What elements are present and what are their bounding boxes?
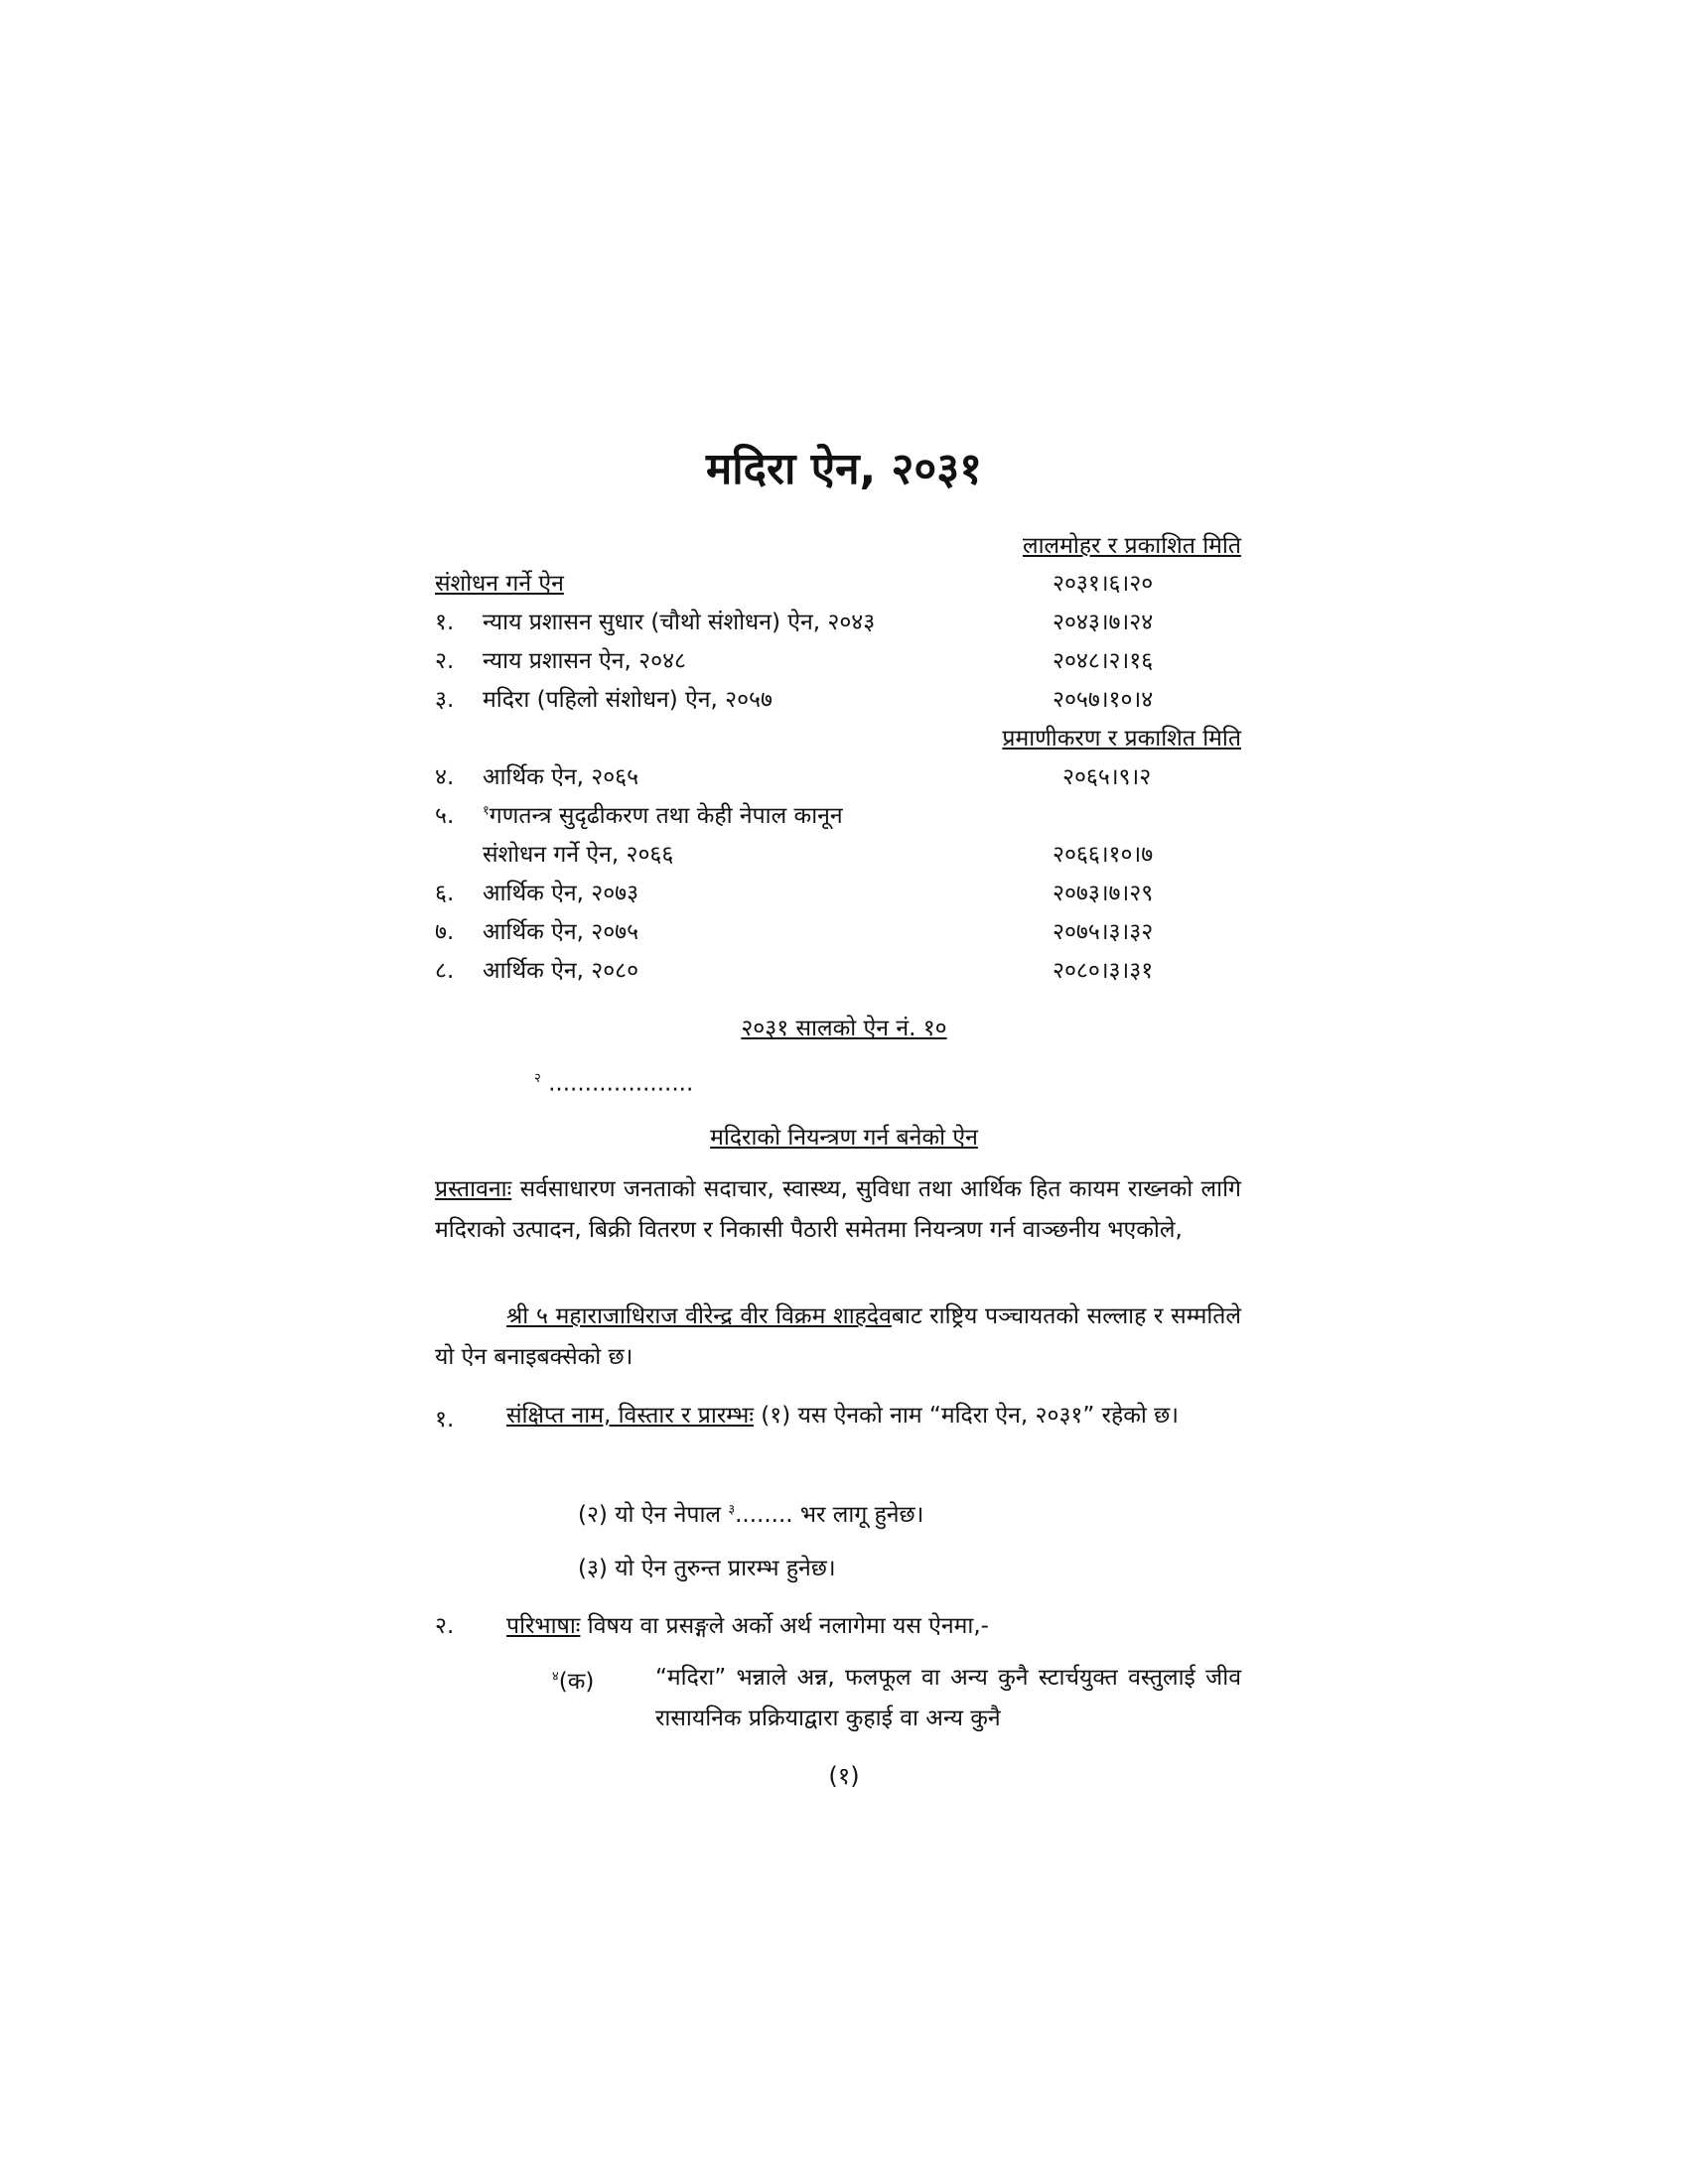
page-number: (१) — [828, 1762, 860, 1790]
section-heading: परिभाषाः — [506, 1613, 581, 1639]
amendment-name: मदिरा (पहिलो संशोधन) ऐन, २०५७ — [483, 687, 773, 713]
amendment-date: २०४३।७।२४ — [1053, 610, 1154, 635]
amendment-date: २०७३।७।२९ — [1053, 881, 1154, 906]
amendment-name: आर्थिक ऐन, २०६५ — [483, 764, 639, 790]
page-title: मदिरा ऐन, २०३१ — [705, 444, 983, 494]
omitted-text-marker — [534, 1068, 693, 1097]
amendment-name-line2: संशोधन गर्ने ऐन, २०६६ — [483, 842, 674, 868]
clause-letter: (क) — [558, 1669, 595, 1695]
enactment-text: बाट राष्ट्रिय पञ्चायतको सल्लाह र सम्मतिले यो ऐन बनाइबक्सेको छ। — [435, 1303, 1241, 1370]
enactment-clause — [435, 1297, 1241, 1378]
footnote-ref: ३ — [728, 1502, 736, 1518]
amendment-date: २०५७।१०।४ — [1053, 687, 1154, 713]
amendment-num: ७. — [435, 919, 455, 945]
amendment-name: आर्थिक ऐन, २०८० — [483, 958, 639, 984]
subsection-text: (२) यो ऐन नेपाल — [578, 1502, 729, 1528]
footnote-ref: १ — [483, 803, 490, 819]
publication-date-header: लालमोहर र प्रकाशित मिति — [1022, 533, 1241, 559]
subsection-text-cont: ........ भर लागू हुनेछ। — [735, 1502, 924, 1528]
amendment-num: ८. — [435, 958, 455, 984]
amendment-name: आर्थिक ऐन, २०७३ — [483, 881, 639, 906]
amendment-num: ६. — [435, 881, 455, 906]
authentication-date-header: प्रमाणीकरण र प्रकाशित मिति — [1002, 726, 1241, 751]
omitted-dots: .................... — [548, 1070, 694, 1097]
amendment-name-line1: गणतन्त्र सुदृढीकरण तथा केही नेपाल कानून — [489, 803, 843, 829]
original-date: २०३१।६।२० — [1053, 571, 1154, 597]
amendment-name: आर्थिक ऐन, २०७५ — [483, 919, 639, 945]
amendment-date: २०६५।९।२ — [1062, 764, 1152, 790]
preamble-text: सर्वसाधारण जनताको सदाचार, स्वास्थ्य, सुविधा तथा आर्थिक हित कायम राख्नको लागि मदिराको उत्पादन, बिक्री वितरण र निकासी पैठारी समेतमा नियन्त्रण गर्न वाञ्छनीय भएकोले, — [435, 1176, 1241, 1243]
preamble — [435, 1169, 1241, 1251]
clause-text: “मदिरा” भन्नाले अन्न, फलफूल वा अन्य कुनै स्टार्चयुक्त वस्तुलाई जीव रासायनिक प्रक्रियाद्वारा कुहाई वा अन्य कुनै — [655, 1665, 1241, 1731]
section-number: २. — [435, 1613, 455, 1639]
amendment-num: १. — [435, 610, 455, 635]
amendment-date: २०७५।३।३२ — [1053, 919, 1154, 945]
preamble-label: प्रस्तावनाः — [435, 1176, 512, 1202]
section-1 — [506, 1396, 1241, 1436]
amendment-date: २०४८।२।१६ — [1053, 648, 1154, 674]
section-2 — [506, 1608, 989, 1640]
amendment-num: ४. — [435, 764, 455, 790]
amendment-num: ५. — [435, 803, 455, 829]
act-number: २०३१ सालको ऐन नं. १० — [741, 1016, 947, 1041]
subsection-3: (३) यो ऐन तुरुन्त प्रारम्भ हुनेछ। — [578, 1556, 836, 1581]
amendment-num: २. — [435, 648, 455, 674]
clause-label — [552, 1664, 594, 1696]
amendment-name: न्याय प्रशासन सुधार (चौथो संशोधन) ऐन, २०४३ — [483, 610, 876, 635]
footnote-ref: ४ — [552, 1669, 559, 1685]
amendment-date: २०६६।१०।७ — [1053, 842, 1154, 868]
amendment-date: २०८०।३।३१ — [1053, 958, 1154, 984]
footnote-ref: २ — [534, 1071, 541, 1086]
act-heading: मदिराको नियन्त्रण गर्न बनेको ऐन — [710, 1125, 978, 1151]
subsection-2 — [578, 1497, 923, 1529]
amending-acts-heading: संशोधन गर्ने ऐन — [435, 571, 564, 597]
section-text: (१) यस ऐनको नाम “मदिरा ऐन, २०३१” रहेको छ। — [753, 1403, 1179, 1429]
royal-name: श्री ५ महाराजाधिराज वीरेन्द्र वीर विक्रम शाहदेव — [506, 1303, 892, 1329]
amendment-name — [483, 798, 843, 830]
section-heading: संक्षिप्त नाम, विस्तार र प्रारम्भः — [506, 1403, 754, 1429]
section-number: १. — [435, 1407, 455, 1433]
amendment-num: ३. — [435, 687, 455, 713]
amendment-name: न्याय प्रशासन ऐन, २०४८ — [483, 648, 686, 674]
section-text: विषय वा प्रसङ्गले अर्को अर्थ नलागेमा यस ऐनमा,- — [580, 1613, 989, 1639]
